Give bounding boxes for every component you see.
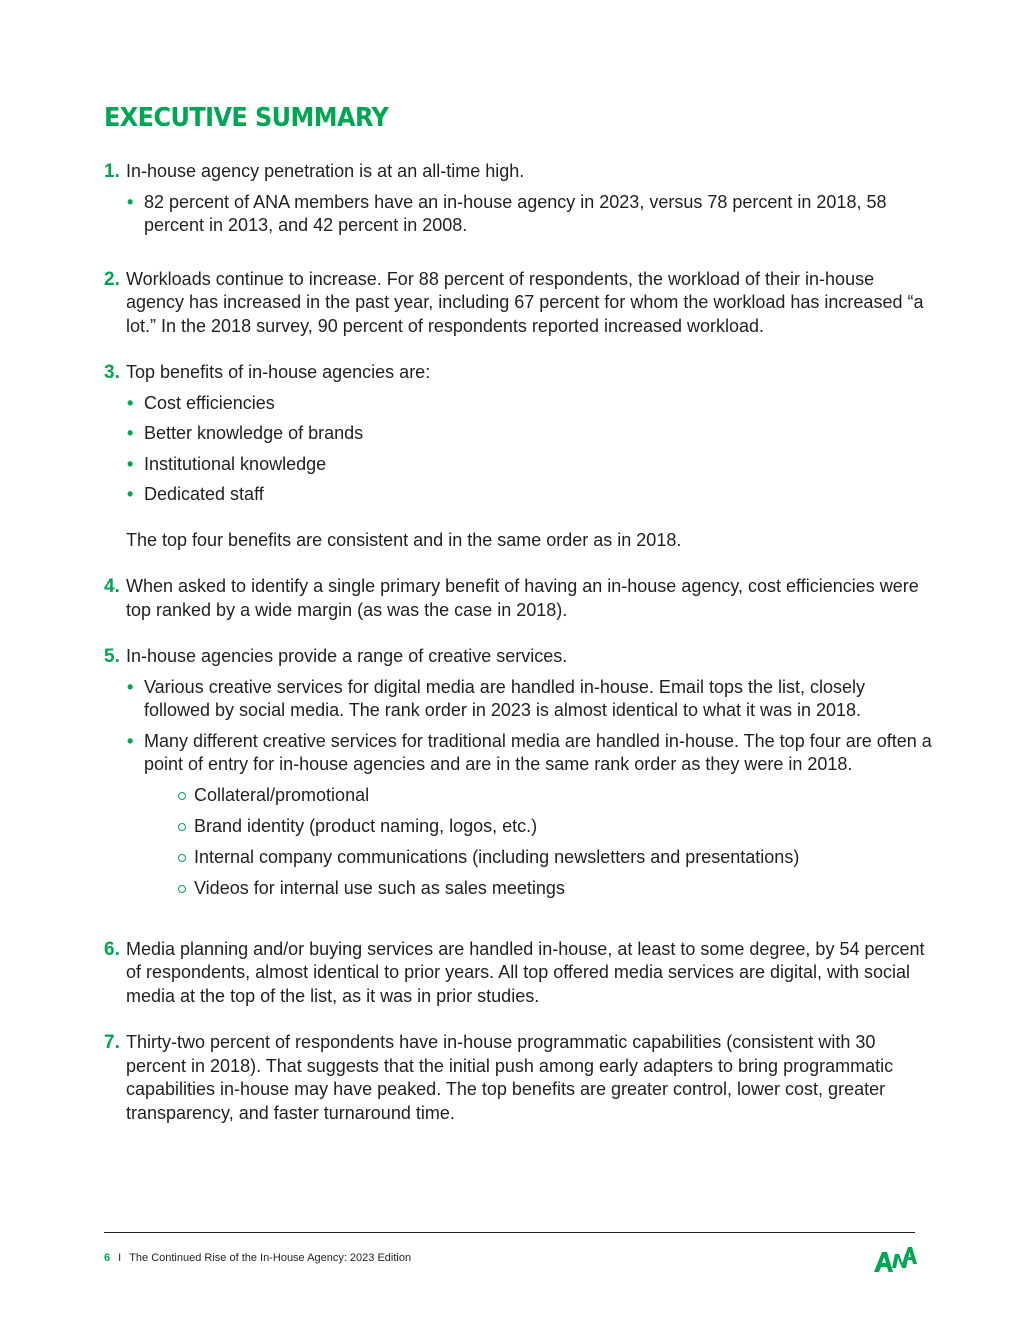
item-number: 4. [104,576,120,597]
summary-item-5 [104,645,934,915]
bullet-icon: • [127,730,134,751]
sub-bullet-item: Brand identity (product naming, logos, etc.) [178,815,934,839]
bullet-item: • Various creative services for digital media are handled in-house. Email tops the list, closely followed by social media. The rank order in 2023 is almost identical to what it was in 2018. [127,676,934,723]
item-number: 5. [104,646,120,667]
bullet-item: • Many different creative services for traditional media are handled in-house. The top four are often a point of entry for in-house agencies and are in the same rank order as they were in 2018. Collateral/promotional Brand identity (product naming, logos, etc.) Internal company communications (including newsletters and presentations) Videos for internal use such as sales meetings [127,730,934,908]
footer-doc-title: The Continued Rise of the In-House Agency: 2023 Edition [129,1252,412,1264]
bullet-item: • Better knowledge of brands [127,422,934,446]
summary-item-6 [104,938,934,1009]
item-text: Thirty-two percent of respondents have in-house programmatic capabilities (consistent with 30 percent in 2018). That suggests that the initial push among early adapters to bring programmatic capabilities in-house may have peaked. The top benefits are greater control, lower cost, greater transparency, and faster turnaround time. [126,1032,894,1123]
footer-separator: I [118,1252,122,1264]
bullet-item: • Dedicated staff [127,483,934,507]
item-number: 2. [104,268,120,290]
item-text: Top benefits of in-house agencies are: [126,362,431,382]
footer-divider [104,1232,915,1233]
sub-bullet-item: Internal company communications (including newsletters and presentations) [178,846,934,870]
circle-bullet-icon [178,792,186,800]
page-title: EXECUTIVE SUMMARY [104,103,389,133]
page-number: 6 [104,1252,111,1264]
item-text: In-house agencies provide a range of creative services. [126,646,568,666]
sub-bullet-item: Collateral/promotional [178,784,934,808]
item-text: Media planning and/or buying services are handled in-house, at least to some degree, by 54 percent of respondents, almost identical to prior years. All top offered media services are digital, with social media at the top of the list, as it was in prior studies. [126,938,925,1006]
sub-bullet-item: Videos for internal use such as sales meetings [178,877,934,901]
item-number: 1. [104,161,120,182]
circle-bullet-icon [178,854,186,862]
bullet-item: • Cost efficiencies [127,392,934,416]
ana-logo-icon [873,1244,917,1274]
bullet-icon: • [127,453,134,474]
item-number: 7. [104,1032,120,1053]
bullet-item: • Institutional knowledge [127,453,934,477]
item-number: 3. [104,362,120,383]
bullet-icon: • [127,392,134,413]
summary-item-7 [104,1031,934,1125]
item-text: Workloads continue to increase. For 88 percent of respondents, the workload of their in-house agency has increased in the past year, including 67 percent for whom the workload has increased “a lot.” In the 2018 survey, 90 percent of respondents reported increased workload. [126,268,924,336]
summary-item-4 [104,575,934,622]
bullet-icon: • [127,191,134,212]
circle-bullet-icon [178,885,186,893]
summary-item-1 [104,160,934,245]
item-text: When asked to identify a single primary benefit of having an in-house agency, cost efficiencies were top ranked by a wide margin (as was the case in 2018). [126,576,919,620]
item-number: 6. [104,938,120,960]
bullet-item: • 82 percent of ANA members have an in-house agency in 2023, versus 78 percent in 2018, 58 percent in 2013, and 42 percent in 2008. [127,191,934,238]
footer [104,1252,411,1264]
summary-item-2 [104,268,934,339]
circle-bullet-icon [178,823,186,831]
item-note: The top four benefits are consistent and in the same order as in 2018. [126,529,682,550]
bullet-icon: • [127,484,134,504]
summary-list [104,160,934,1148]
bullet-icon: • [127,423,134,443]
bullet-icon: • [127,676,134,697]
summary-item-3 [104,361,934,552]
item-text: In-house agency penetration is at an all-time high. [126,161,525,181]
